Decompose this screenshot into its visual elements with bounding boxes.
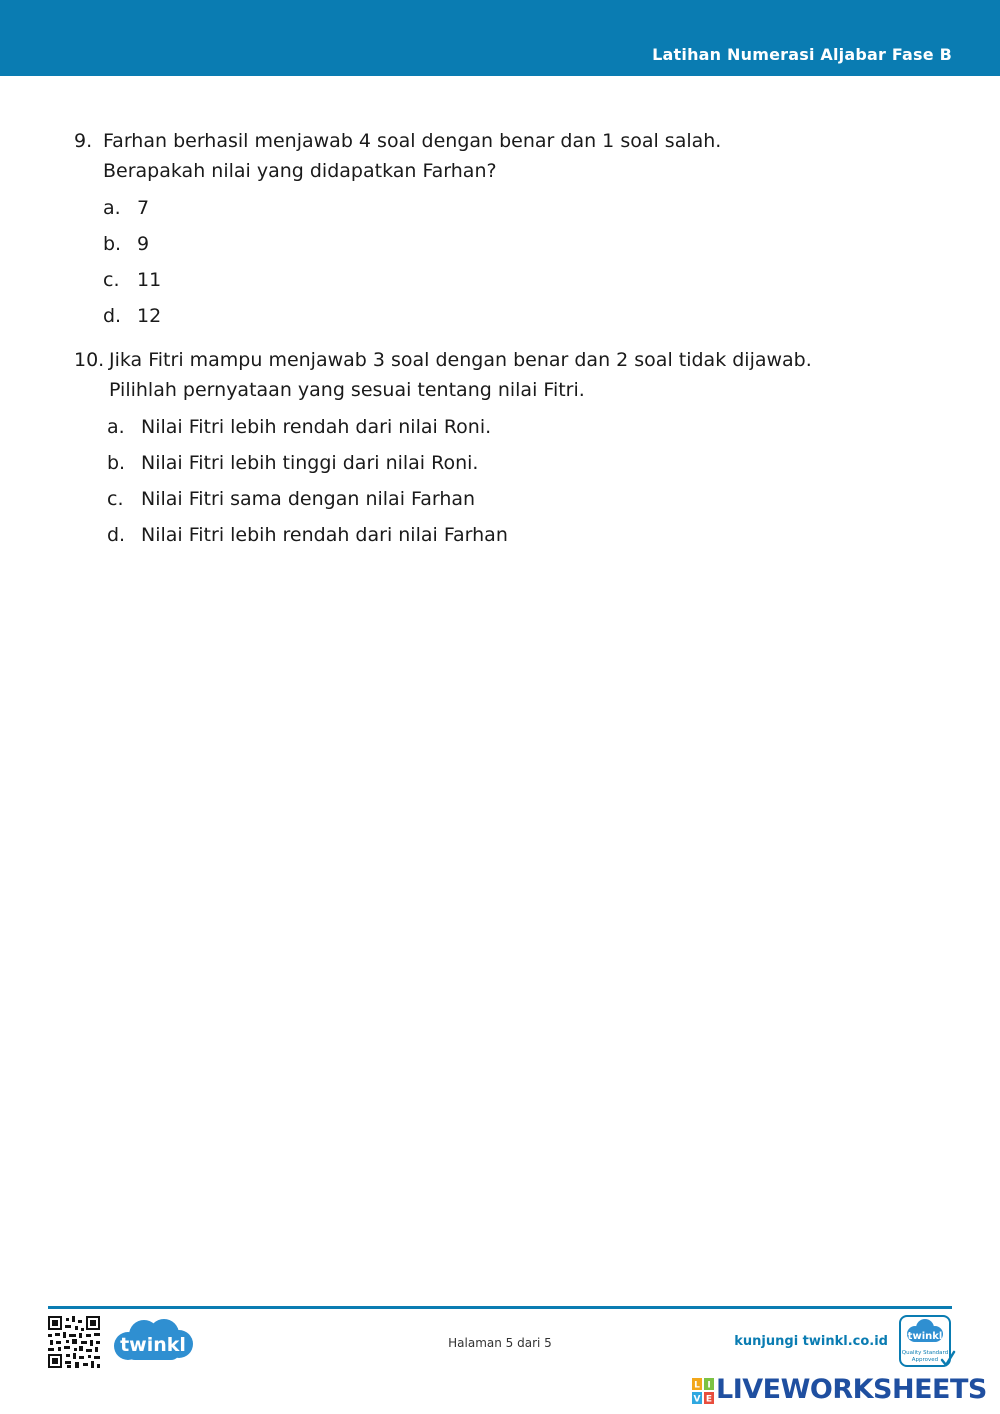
document-title: Latihan Numerasi Aljabar Fase B [652,45,952,64]
option-letter: c. [107,488,124,510]
question-10 [74,345,812,405]
option-10a[interactable] [107,414,491,440]
option-text: 11 [137,269,162,291]
option-letter: b. [107,452,126,474]
block-letter: I [707,1380,711,1391]
header-band [0,0,1000,76]
option-letter: c. [103,269,120,291]
quality-badge-icon [898,1314,956,1370]
block-letter: E [705,1394,713,1404]
badge-line2: Approved [911,1357,939,1363]
option-letter: d. [103,305,122,327]
block-letter: L [694,1380,700,1391]
question-number: 10. [74,349,105,371]
option-letter: d. [107,524,126,546]
option-text: Nilai Fitri lebih rendah dari nilai Farhan [141,524,508,546]
question-text-line2: Pilihlah pernyataan yang sesuai tentang nilai Fitri. [109,379,585,401]
option-letter: a. [107,416,125,438]
option-text: 7 [137,197,150,219]
option-9b[interactable] [103,231,149,257]
twinkl-logo-text: twinkl [120,1334,186,1356]
question-text-line1: Jika Fitri mampu menjawab 3 soal dengan benar dan 2 soal tidak dijawab. [109,349,812,371]
page-number: Halaman 5 dari 5 [448,1336,552,1350]
option-text: Nilai Fitri lebih tinggi dari nilai Roni. [141,452,479,474]
block-letter: V [693,1394,701,1404]
option-letter: a. [103,197,121,219]
question-text-line2: Berapakah nilai yang didapatkan Farhan? [103,160,497,182]
option-10b[interactable] [107,450,478,476]
liveworksheets-watermark[interactable] [692,1376,992,1408]
option-text: 9 [137,233,150,255]
option-text: 12 [137,305,162,327]
question-text-line1: Farhan berhasil menjawab 4 soal dengan benar dan 1 soal salah. [103,130,722,152]
option-9a[interactable] [103,195,149,221]
option-text: Nilai Fitri lebih rendah dari nilai Roni. [141,416,492,438]
liveworksheets-blocks-icon [692,1378,714,1404]
option-text: Nilai Fitri sama dengan nilai Farhan [141,488,476,510]
badge-line1: Quality Standard [901,1350,949,1356]
option-9d[interactable] [103,303,161,329]
option-10c[interactable] [107,486,475,512]
question-9 [74,126,721,186]
badge-brand-text: twinkl [907,1331,943,1342]
option-9c[interactable] [103,267,161,293]
question-number: 9. [74,130,93,152]
option-letter: b. [103,233,122,255]
liveworksheets-text: LIVEWORKSHEETS [716,1374,987,1405]
option-10d[interactable] [107,522,508,548]
footer-divider [48,1306,952,1309]
visit-link[interactable]: kunjungi twinkl.co.id [734,1334,888,1349]
